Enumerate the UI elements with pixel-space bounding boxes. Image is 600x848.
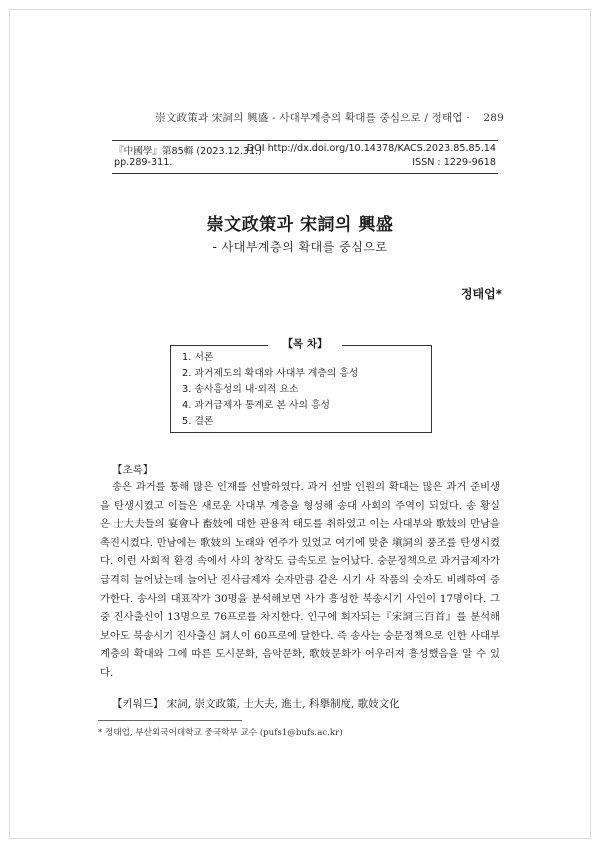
toc-item: 4. 과거급제자 통계로 본 사의 흥성 (182, 400, 330, 411)
journal-citation: 『中國學』第85輯 (2023.12.31.) (114, 146, 262, 157)
toc-list (182, 350, 358, 430)
toc-item: 5. 결론 (182, 416, 214, 427)
toc-item: 1. 서론 (182, 352, 214, 363)
page-number: 289 (483, 112, 504, 124)
paper-title: 崇文政策과 宋詞의 興盛 (206, 215, 394, 235)
toc-heading: 【목 차】 (268, 336, 342, 351)
toc-item: 2. 과거제도의 확대와 사대부 계층의 흥성 (182, 368, 359, 379)
toc-item: 3. 송사흥성의 내·외적 요소 (182, 384, 299, 395)
paper-subtitle: - 사대부계층의 확대를 중심으로 (212, 240, 388, 254)
keywords: 【키워드】 宋詞, 崇文政策, 士大夫, 進士, 科擧制度, 歌妓文化 (112, 698, 400, 710)
bibliographic-info (112, 140, 498, 174)
author-footnote: * 정태업, 부산외국어대학교 중국학부 교수 (pufs1@bufs.ac.kr) (98, 728, 343, 738)
page-range: pp.289-311. (114, 157, 173, 168)
abstract-body: 송은 과거를 통해 많은 인재를 선발하였다. 과거 선발 인원의 확대는 많은 과거 준비생을 탄생시켰고 이들은 새로운 사대부 계층을 형성해 송대 사회의 주역이 되었다. 송 황실은 士大夫들의 宴會나 畜妓에 대한 관용적 태도를 취하였고 이는 사대부와 歌妓의 만남을 촉진시켰다. 만남에는 歌妓의 노래와 연주가 있었고 여기에 맞춘 塡詞의 풍조를 탄생시켰다. 이런 사회적 환경 속에서 사의 창작도 급속도로 늘어났다. 숭문정책으로 과거급제자가 급격히 늘어났는데 늘어난 진사급제자 숫자만큼 같은 시기 사 작품의 숫자도 비례하여 증가한다. 송사의 대표작가 30명을 분석해보면 사가 흥성한 북송시기 사인이 17명이다. 그 중 진사출신이 13명으로 76프로를 차지한다. 인구에 회자되는『宋詞三百首』를 분석해 보아도 북송시기 진사출신 詞人이 60프로에 달한다. 즉 송사는 숭문정책으로 인한 사대부계층의 확대와 그에 따른 도시문화, 음악문화, 歌妓문화가 어우러져 흥성했음을 알 수 있다. (100, 481, 500, 679)
running-head-bullet: · (466, 112, 470, 124)
footnote-divider (98, 720, 242, 721)
running-head-text: 崇文政策과 宋詞의 興盛 - 사대부계층의 확대를 중심으로 / 정태업 (155, 112, 463, 124)
running-head (155, 110, 504, 125)
abstract-label: 【초록】 (112, 464, 154, 476)
author-name: 정태업* (460, 287, 502, 301)
doi-link[interactable]: DOI http://dx.doi.org/10.14378/KACS.2023.85.85.14 (246, 143, 496, 154)
issn: ISSN : 1229-9618 (412, 157, 496, 168)
